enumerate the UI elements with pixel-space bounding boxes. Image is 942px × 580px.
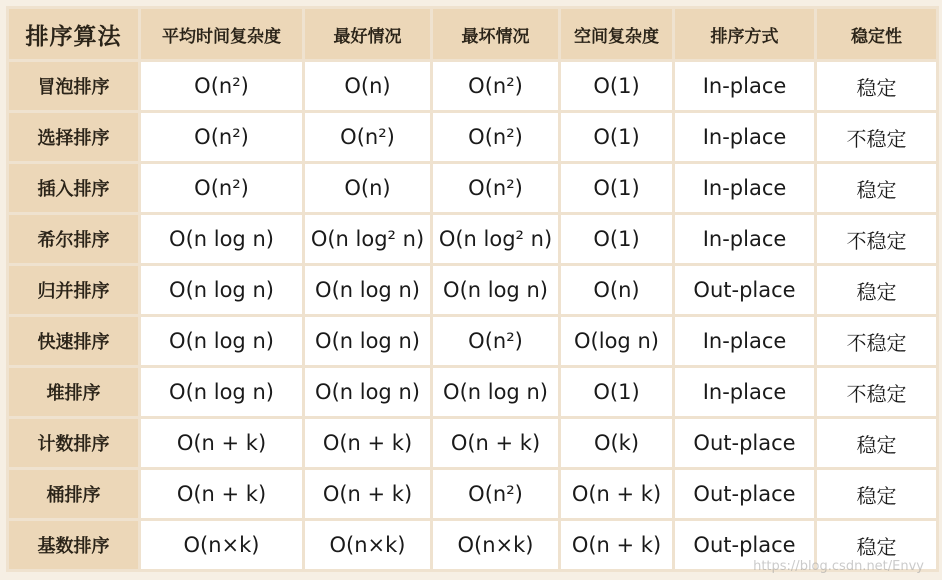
algorithm-name: 插入排序 bbox=[8, 163, 140, 214]
header-worst-case: 最坏情况 bbox=[432, 8, 560, 61]
watermark: https://blog.csdn.net/Envy bbox=[753, 559, 924, 574]
best-case-cell: O(n log n) bbox=[304, 265, 432, 316]
space-cell: O(1) bbox=[560, 214, 674, 265]
stability-cell: 稳定 bbox=[816, 469, 938, 520]
sort-method-cell: In-place bbox=[674, 61, 816, 112]
best-case-cell: O(n²) bbox=[304, 112, 432, 163]
table-row bbox=[8, 469, 938, 520]
header-best-case: 最好情况 bbox=[304, 8, 432, 61]
stability-cell: 不稳定 bbox=[816, 112, 938, 163]
average-time-cell: O(n log n) bbox=[140, 214, 304, 265]
average-time-cell: O(n + k) bbox=[140, 418, 304, 469]
stability-cell: 不稳定 bbox=[816, 214, 938, 265]
average-time-cell: O(n + k) bbox=[140, 469, 304, 520]
space-cell: O(1) bbox=[560, 61, 674, 112]
best-case-cell: O(n + k) bbox=[304, 418, 432, 469]
header-stability: 稳定性 bbox=[816, 8, 938, 61]
sort-method-cell: In-place bbox=[674, 214, 816, 265]
sort-method-cell: Out-place bbox=[674, 418, 816, 469]
sort-method-cell: In-place bbox=[674, 316, 816, 367]
average-time-cell: O(n log n) bbox=[140, 316, 304, 367]
worst-case-cell: O(n²) bbox=[432, 469, 560, 520]
space-cell: O(n + k) bbox=[560, 469, 674, 520]
table-row bbox=[8, 112, 938, 163]
space-cell: O(1) bbox=[560, 112, 674, 163]
algorithm-name: 快速排序 bbox=[8, 316, 140, 367]
average-time-cell: O(n²) bbox=[140, 61, 304, 112]
worst-case-cell: O(n²) bbox=[432, 316, 560, 367]
stability-cell: 稳定 bbox=[816, 418, 938, 469]
algorithm-name: 基数排序 bbox=[8, 520, 140, 571]
space-cell: O(n) bbox=[560, 265, 674, 316]
best-case-cell: O(n) bbox=[304, 61, 432, 112]
worst-case-cell: O(n²) bbox=[432, 61, 560, 112]
table-row bbox=[8, 316, 938, 367]
space-cell: O(n + k) bbox=[560, 520, 674, 571]
average-time-cell: O(n log n) bbox=[140, 265, 304, 316]
table-row bbox=[8, 520, 938, 571]
sort-method-cell: In-place bbox=[674, 112, 816, 163]
worst-case-cell: O(n log² n) bbox=[432, 214, 560, 265]
stability-cell: 不稳定 bbox=[816, 316, 938, 367]
algorithm-name: 选择排序 bbox=[8, 112, 140, 163]
algorithm-name: 计数排序 bbox=[8, 418, 140, 469]
space-cell: O(log n) bbox=[560, 316, 674, 367]
sorting-algorithm-table bbox=[6, 6, 939, 572]
worst-case-cell: O(n²) bbox=[432, 163, 560, 214]
sort-method-cell: Out-place bbox=[674, 469, 816, 520]
best-case-cell: O(n×k) bbox=[304, 520, 432, 571]
stability-cell: 稳定 bbox=[816, 61, 938, 112]
algorithm-name: 堆排序 bbox=[8, 367, 140, 418]
sort-method-cell: In-place bbox=[674, 163, 816, 214]
table-row bbox=[8, 418, 938, 469]
average-time-cell: O(n×k) bbox=[140, 520, 304, 571]
worst-case-cell: O(n + k) bbox=[432, 418, 560, 469]
best-case-cell: O(n log n) bbox=[304, 316, 432, 367]
header-algorithm: 排序算法 bbox=[8, 8, 140, 61]
average-time-cell: O(n²) bbox=[140, 112, 304, 163]
best-case-cell: O(n log n) bbox=[304, 367, 432, 418]
stability-cell: 稳定 bbox=[816, 265, 938, 316]
best-case-cell: O(n) bbox=[304, 163, 432, 214]
algorithm-name: 希尔排序 bbox=[8, 214, 140, 265]
worst-case-cell: O(n log n) bbox=[432, 367, 560, 418]
table-row bbox=[8, 265, 938, 316]
table-row bbox=[8, 214, 938, 265]
algorithm-name: 桶排序 bbox=[8, 469, 140, 520]
table-row bbox=[8, 367, 938, 418]
space-cell: O(1) bbox=[560, 367, 674, 418]
header-sort-method: 排序方式 bbox=[674, 8, 816, 61]
algorithm-name: 冒泡排序 bbox=[8, 61, 140, 112]
best-case-cell: O(n log² n) bbox=[304, 214, 432, 265]
sort-method-cell: Out-place bbox=[674, 520, 816, 571]
average-time-cell: O(n²) bbox=[140, 163, 304, 214]
table-row bbox=[8, 163, 938, 214]
header-average-time: 平均时间复杂度 bbox=[140, 8, 304, 61]
stability-cell: 不稳定 bbox=[816, 367, 938, 418]
average-time-cell: O(n log n) bbox=[140, 367, 304, 418]
space-cell: O(k) bbox=[560, 418, 674, 469]
worst-case-cell: O(n×k) bbox=[432, 520, 560, 571]
header-space: 空间复杂度 bbox=[560, 8, 674, 61]
best-case-cell: O(n + k) bbox=[304, 469, 432, 520]
table-row bbox=[8, 61, 938, 112]
algorithm-name: 归并排序 bbox=[8, 265, 140, 316]
worst-case-cell: O(n²) bbox=[432, 112, 560, 163]
stability-cell: 稳定 bbox=[816, 163, 938, 214]
stability-cell: 稳定 bbox=[816, 520, 938, 571]
space-cell: O(1) bbox=[560, 163, 674, 214]
sort-method-cell: In-place bbox=[674, 367, 816, 418]
sort-method-cell: Out-place bbox=[674, 265, 816, 316]
worst-case-cell: O(n log n) bbox=[432, 265, 560, 316]
table-header-row bbox=[8, 8, 938, 61]
